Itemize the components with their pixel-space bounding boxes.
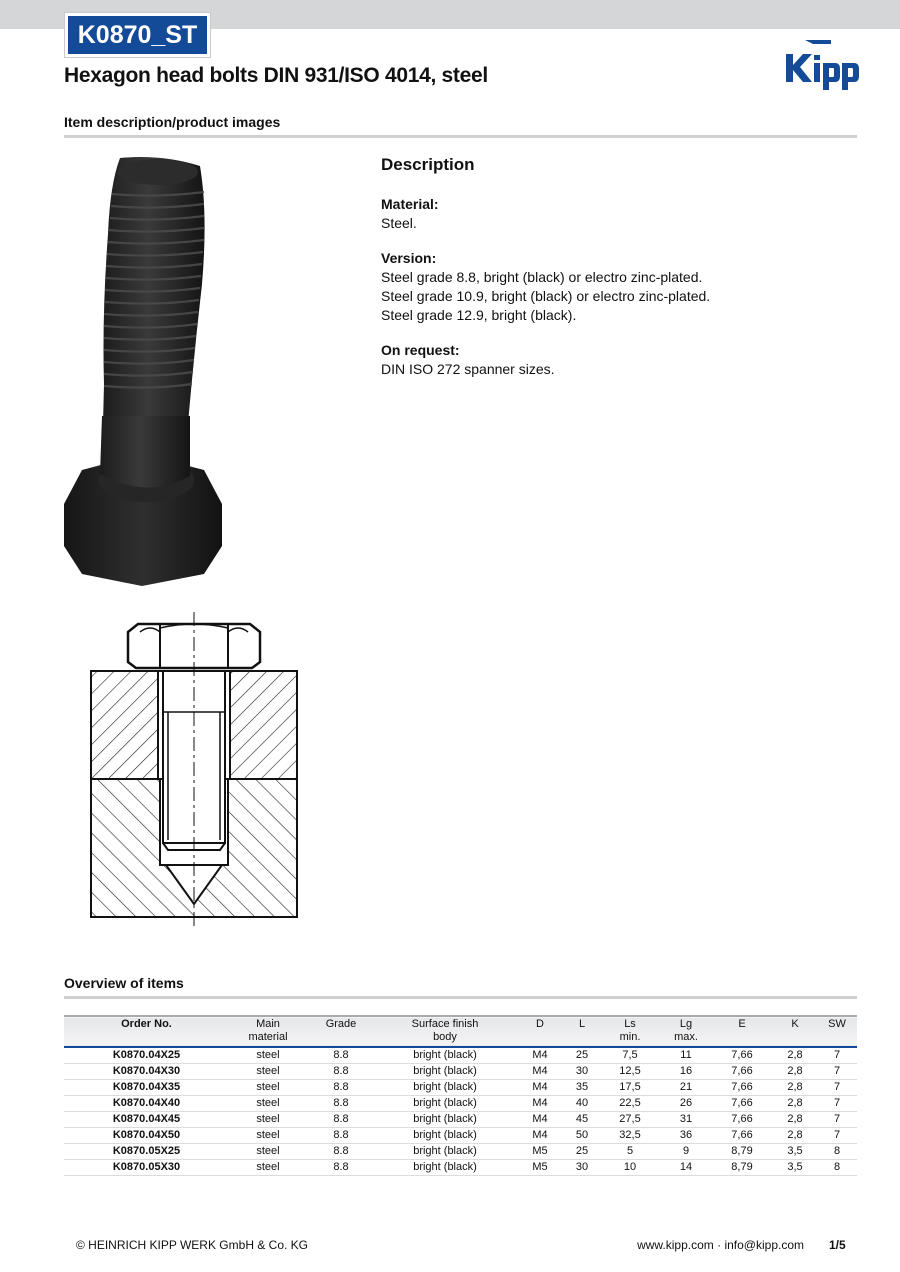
material-label: Material: [381, 196, 439, 212]
column-header-line: Lg [679, 1018, 693, 1030]
items-table-container [64, 1015, 857, 1176]
table-cell: bright (black) [375, 1096, 515, 1112]
table-cell: M4 [515, 1080, 565, 1096]
material-text: Steel. [381, 215, 417, 231]
table-cell: 25 [565, 1144, 599, 1160]
table-cell: 2,8 [773, 1064, 817, 1080]
material-block [381, 195, 851, 233]
order-number-cell: K0870.04X25 [64, 1047, 229, 1064]
column-header-line: Surface finish [411, 1018, 479, 1030]
column-header [229, 1016, 307, 1047]
table-cell: 21 [661, 1080, 711, 1096]
column-header-line: Ls [624, 1018, 636, 1030]
table-cell: 17,5 [599, 1080, 661, 1096]
table-row [64, 1144, 857, 1160]
table-cell: bright (black) [375, 1160, 515, 1176]
column-header [375, 1016, 515, 1047]
table-cell: 7 [817, 1064, 857, 1080]
version-block [381, 249, 851, 325]
table-row [64, 1128, 857, 1144]
order-number-cell: K0870.05X25 [64, 1144, 229, 1160]
column-header-line: E [738, 1018, 746, 1030]
table-row [64, 1160, 857, 1176]
column-header [599, 1016, 661, 1047]
table-cell: 14 [661, 1160, 711, 1176]
table-cell: 8.8 [307, 1096, 375, 1112]
column-header-line: max. [674, 1031, 698, 1043]
column-header-line: L [578, 1018, 586, 1030]
table-cell: 11 [661, 1047, 711, 1064]
table-cell: M5 [515, 1160, 565, 1176]
product-code: K0870_ST [77, 20, 198, 49]
table-cell: 2,8 [773, 1047, 817, 1064]
table-cell: 45 [565, 1112, 599, 1128]
table-cell: M4 [515, 1128, 565, 1144]
table-row [64, 1047, 857, 1064]
description-heading: Description [381, 155, 475, 174]
table-cell: bright (black) [375, 1064, 515, 1080]
column-header [817, 1016, 857, 1047]
table-row [64, 1064, 857, 1080]
footer-copyright: © HEINRICH KIPP WERK GmbH & Co. KG [76, 1238, 308, 1252]
table-cell: steel [229, 1047, 307, 1064]
table-cell: 7,66 [711, 1047, 773, 1064]
table-cell: 2,8 [773, 1128, 817, 1144]
table-cell: 7,66 [711, 1080, 773, 1096]
table-cell: 50 [565, 1128, 599, 1144]
version-label: Version: [381, 250, 437, 266]
version-line: Steel grade 10.9, bright (black) or electro zinc-plated. [381, 288, 711, 304]
column-header-line: Grade [325, 1018, 357, 1030]
column-header-line: Order No. [121, 1018, 172, 1030]
table-cell: 16 [661, 1064, 711, 1080]
request-text: DIN ISO 272 spanner sizes. [381, 361, 555, 377]
table-cell: 7 [817, 1047, 857, 1064]
footer-contact[interactable]: www.kipp.com · info@kipp.com [637, 1238, 804, 1252]
table-cell: 8.8 [307, 1128, 375, 1144]
order-number-cell: K0870.04X45 [64, 1112, 229, 1128]
order-number-cell: K0870.04X40 [64, 1096, 229, 1112]
table-cell: 8,79 [711, 1160, 773, 1176]
column-header-line: SW [828, 1018, 846, 1030]
table-row [64, 1080, 857, 1096]
table-cell: 25 [565, 1047, 599, 1064]
table-body [64, 1047, 857, 1176]
bolt-technical-drawing [88, 612, 300, 928]
table-cell: 3,5 [773, 1160, 817, 1176]
column-header [711, 1016, 773, 1047]
table-cell: 7 [817, 1096, 857, 1112]
table-cell: 26 [661, 1096, 711, 1112]
request-label: On request: [381, 342, 460, 358]
table-cell: steel [229, 1080, 307, 1096]
table-cell: steel [229, 1160, 307, 1176]
table-cell: M5 [515, 1144, 565, 1160]
order-number-cell: K0870.05X30 [64, 1160, 229, 1176]
section-divider [64, 135, 857, 138]
column-header-line: min. [619, 1031, 641, 1043]
table-cell: bright (black) [375, 1047, 515, 1064]
column-header [661, 1016, 711, 1047]
table-cell: 8.8 [307, 1080, 375, 1096]
column-header-line: material [248, 1031, 288, 1043]
table-cell: M4 [515, 1047, 565, 1064]
table-cell: steel [229, 1144, 307, 1160]
table-cell: 31 [661, 1112, 711, 1128]
description-panel [381, 154, 851, 395]
section-heading-images: Item description/product images [64, 114, 281, 130]
table-header-row [64, 1016, 857, 1047]
order-number-cell: K0870.04X30 [64, 1064, 229, 1080]
table-cell: M4 [515, 1112, 565, 1128]
table-cell: bright (black) [375, 1144, 515, 1160]
table-cell: 30 [565, 1160, 599, 1176]
table-cell: steel [229, 1128, 307, 1144]
table-cell: 7 [817, 1128, 857, 1144]
version-line: Steel grade 12.9, bright (black). [381, 307, 577, 323]
table-cell: M4 [515, 1064, 565, 1080]
table-cell: 8.8 [307, 1112, 375, 1128]
table-cell: 3,5 [773, 1144, 817, 1160]
bolt-product-photo [62, 154, 224, 588]
table-cell: 32,5 [599, 1128, 661, 1144]
page-number: 1/5 [829, 1238, 846, 1252]
table-cell: 12,5 [599, 1064, 661, 1080]
table-cell: 35 [565, 1080, 599, 1096]
version-line: Steel grade 8.8, bright (black) or electro zinc-plated. [381, 269, 703, 285]
table-cell: 7,66 [711, 1128, 773, 1144]
table-cell: bright (black) [375, 1080, 515, 1096]
table-cell: 7,66 [711, 1064, 773, 1080]
table-cell: 8,79 [711, 1144, 773, 1160]
page-title: Hexagon head bolts DIN 931/ISO 4014, steel [64, 64, 488, 87]
table-cell: 2,8 [773, 1096, 817, 1112]
table-cell: 7 [817, 1112, 857, 1128]
table-cell: 40 [565, 1096, 599, 1112]
column-header [307, 1016, 375, 1047]
table-cell: M4 [515, 1096, 565, 1112]
product-code-badge [65, 13, 210, 57]
table-cell: 30 [565, 1064, 599, 1080]
table-cell: 8.8 [307, 1064, 375, 1080]
table-cell: 27,5 [599, 1112, 661, 1128]
table-cell: 10 [599, 1160, 661, 1176]
table-cell: 5 [599, 1144, 661, 1160]
table-cell: 8.8 [307, 1144, 375, 1160]
column-header [64, 1016, 229, 1047]
column-header-line: K [791, 1018, 799, 1030]
column-header-line: Main [256, 1018, 280, 1030]
table-cell: 2,8 [773, 1080, 817, 1096]
table-cell: 7,66 [711, 1112, 773, 1128]
table-row [64, 1112, 857, 1128]
table-cell: 8.8 [307, 1160, 375, 1176]
table-cell: bright (black) [375, 1128, 515, 1144]
table-cell: 7,66 [711, 1096, 773, 1112]
section-divider [64, 996, 857, 999]
order-number-cell: K0870.04X50 [64, 1128, 229, 1144]
table-cell: 8 [817, 1160, 857, 1176]
table-cell: steel [229, 1096, 307, 1112]
table-cell: bright (black) [375, 1112, 515, 1128]
column-header [515, 1016, 565, 1047]
table-cell: 22,5 [599, 1096, 661, 1112]
column-header [773, 1016, 817, 1047]
items-table [64, 1015, 857, 1176]
column-header-line: D [536, 1018, 544, 1030]
table-cell: 7 [817, 1080, 857, 1096]
table-cell: steel [229, 1112, 307, 1128]
column-header [565, 1016, 599, 1047]
table-cell: 8 [817, 1144, 857, 1160]
column-header-line: body [433, 1031, 457, 1043]
request-block [381, 341, 851, 379]
table-cell: 9 [661, 1144, 711, 1160]
table-cell: 2,8 [773, 1112, 817, 1128]
order-number-cell: K0870.04X35 [64, 1080, 229, 1096]
table-cell: 7,5 [599, 1047, 661, 1064]
table-row [64, 1096, 857, 1112]
table-cell: 8.8 [307, 1047, 375, 1064]
section-heading-overview: Overview of items [64, 975, 184, 991]
table-cell: 36 [661, 1128, 711, 1144]
kipp-logo [783, 38, 859, 94]
table-cell: steel [229, 1064, 307, 1080]
